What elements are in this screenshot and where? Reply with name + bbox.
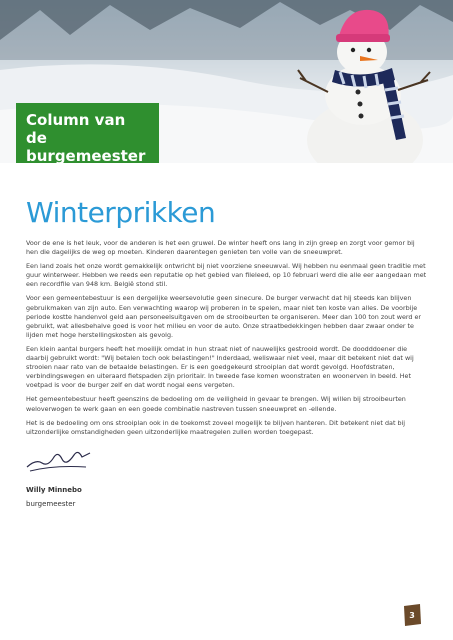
article-paragraph: Voor de ene is het leuk, voor de anderen is het een gruwel. De winter heeft ons lang in zijn greep en zorgt voor gemor bij hen die dagelijks de weg op moeten. Kinderen daarentegen genieten ten volle van de sneeuwpret. — [26, 239, 415, 257]
signatory-role: burgemeester — [26, 500, 76, 508]
article-title: Winterprikken — [26, 196, 216, 229]
article-paragraph: Het gemeentebestuur heeft geenszins de bedoeling om de veiligheid in gevaar te brengen. Wij willen bij strooibeurten weloverwogen te werk gaan en een goede combinatie nastreven tussen sneeuwpret en -ellende. — [26, 395, 406, 413]
article-paragraph: Voor een gemeentebestuur is een dergelijke weersevolutie geen sinecure. De burger verwacht dat hij steeds kan blijven gebruikmaken van zijn auto. Een verwachting waarop wij proberen in te spelen, maar niet ten koste van alles. De voorbije periode kostte handenvol geld aan personeelsuitgaven om de strooibeurten te organiseren. Meer dan 100 ton zout werd er gebruikt, wat allesbehalve goed is voor het milieu en voor de auto. Onze straatbedekkingen hebben daar zwaar onder te lijden met hoge herstellingskosten als gevolg. — [26, 294, 422, 339]
article-paragraph: Een klein aantal burgers heeft het moeilijk omdat in hun straat niet of nauwelijks gestrooid wordt. De doodddoener die daarbij gebruikt wordt: "Wij betalen toch ook belastingen!" Inderdaad, weliswaar niet veel, maar dit betekent niet dat wij strooien naar rato van de betaalde belastingen. Er is een goedgekeurd strooiplan dat wordt gevolgd. Hoofdstraten, verbindingswegen en uiteraard fietspaden zijn prioritair. In tweede fase komen woonstraten en woonerven in beeld. Het voetpad is voor de burger zelf en dat wordt nogal eens vergeten. — [26, 344, 414, 390]
column-title-line-1: Column van de — [26, 111, 126, 147]
page-number: 3 — [409, 611, 415, 620]
column-header-box — [16, 103, 159, 163]
article-paragraph: Het is de bedoeling om ons strooiplan ook in de toekomst zoveel mogelijk te blijven hanteren. Dit betekent niet dat bij uitzonderlijke omstandigheden geen uitzonderlijke maatregelen zullen worden toegepast. — [26, 418, 406, 436]
column-title-line-2: burgemeester — [26, 147, 146, 165]
article-body — [26, 239, 428, 442]
article-paragraph: Een land zoals het onze wordt gemakkelijk ontwricht bij niet voorziene sneeuwval. Wij hebben nu eenmaal geen traditie met guur winterweer. Hebben we reeds een reputatie op het gebied van fileleed, op 10 februari werd die alle eer aangedaan met een recordfile van 948 km. België stond stil. — [26, 262, 427, 289]
signatory-name: Willy Minnebo — [26, 486, 82, 494]
handwritten-signature — [24, 437, 94, 481]
